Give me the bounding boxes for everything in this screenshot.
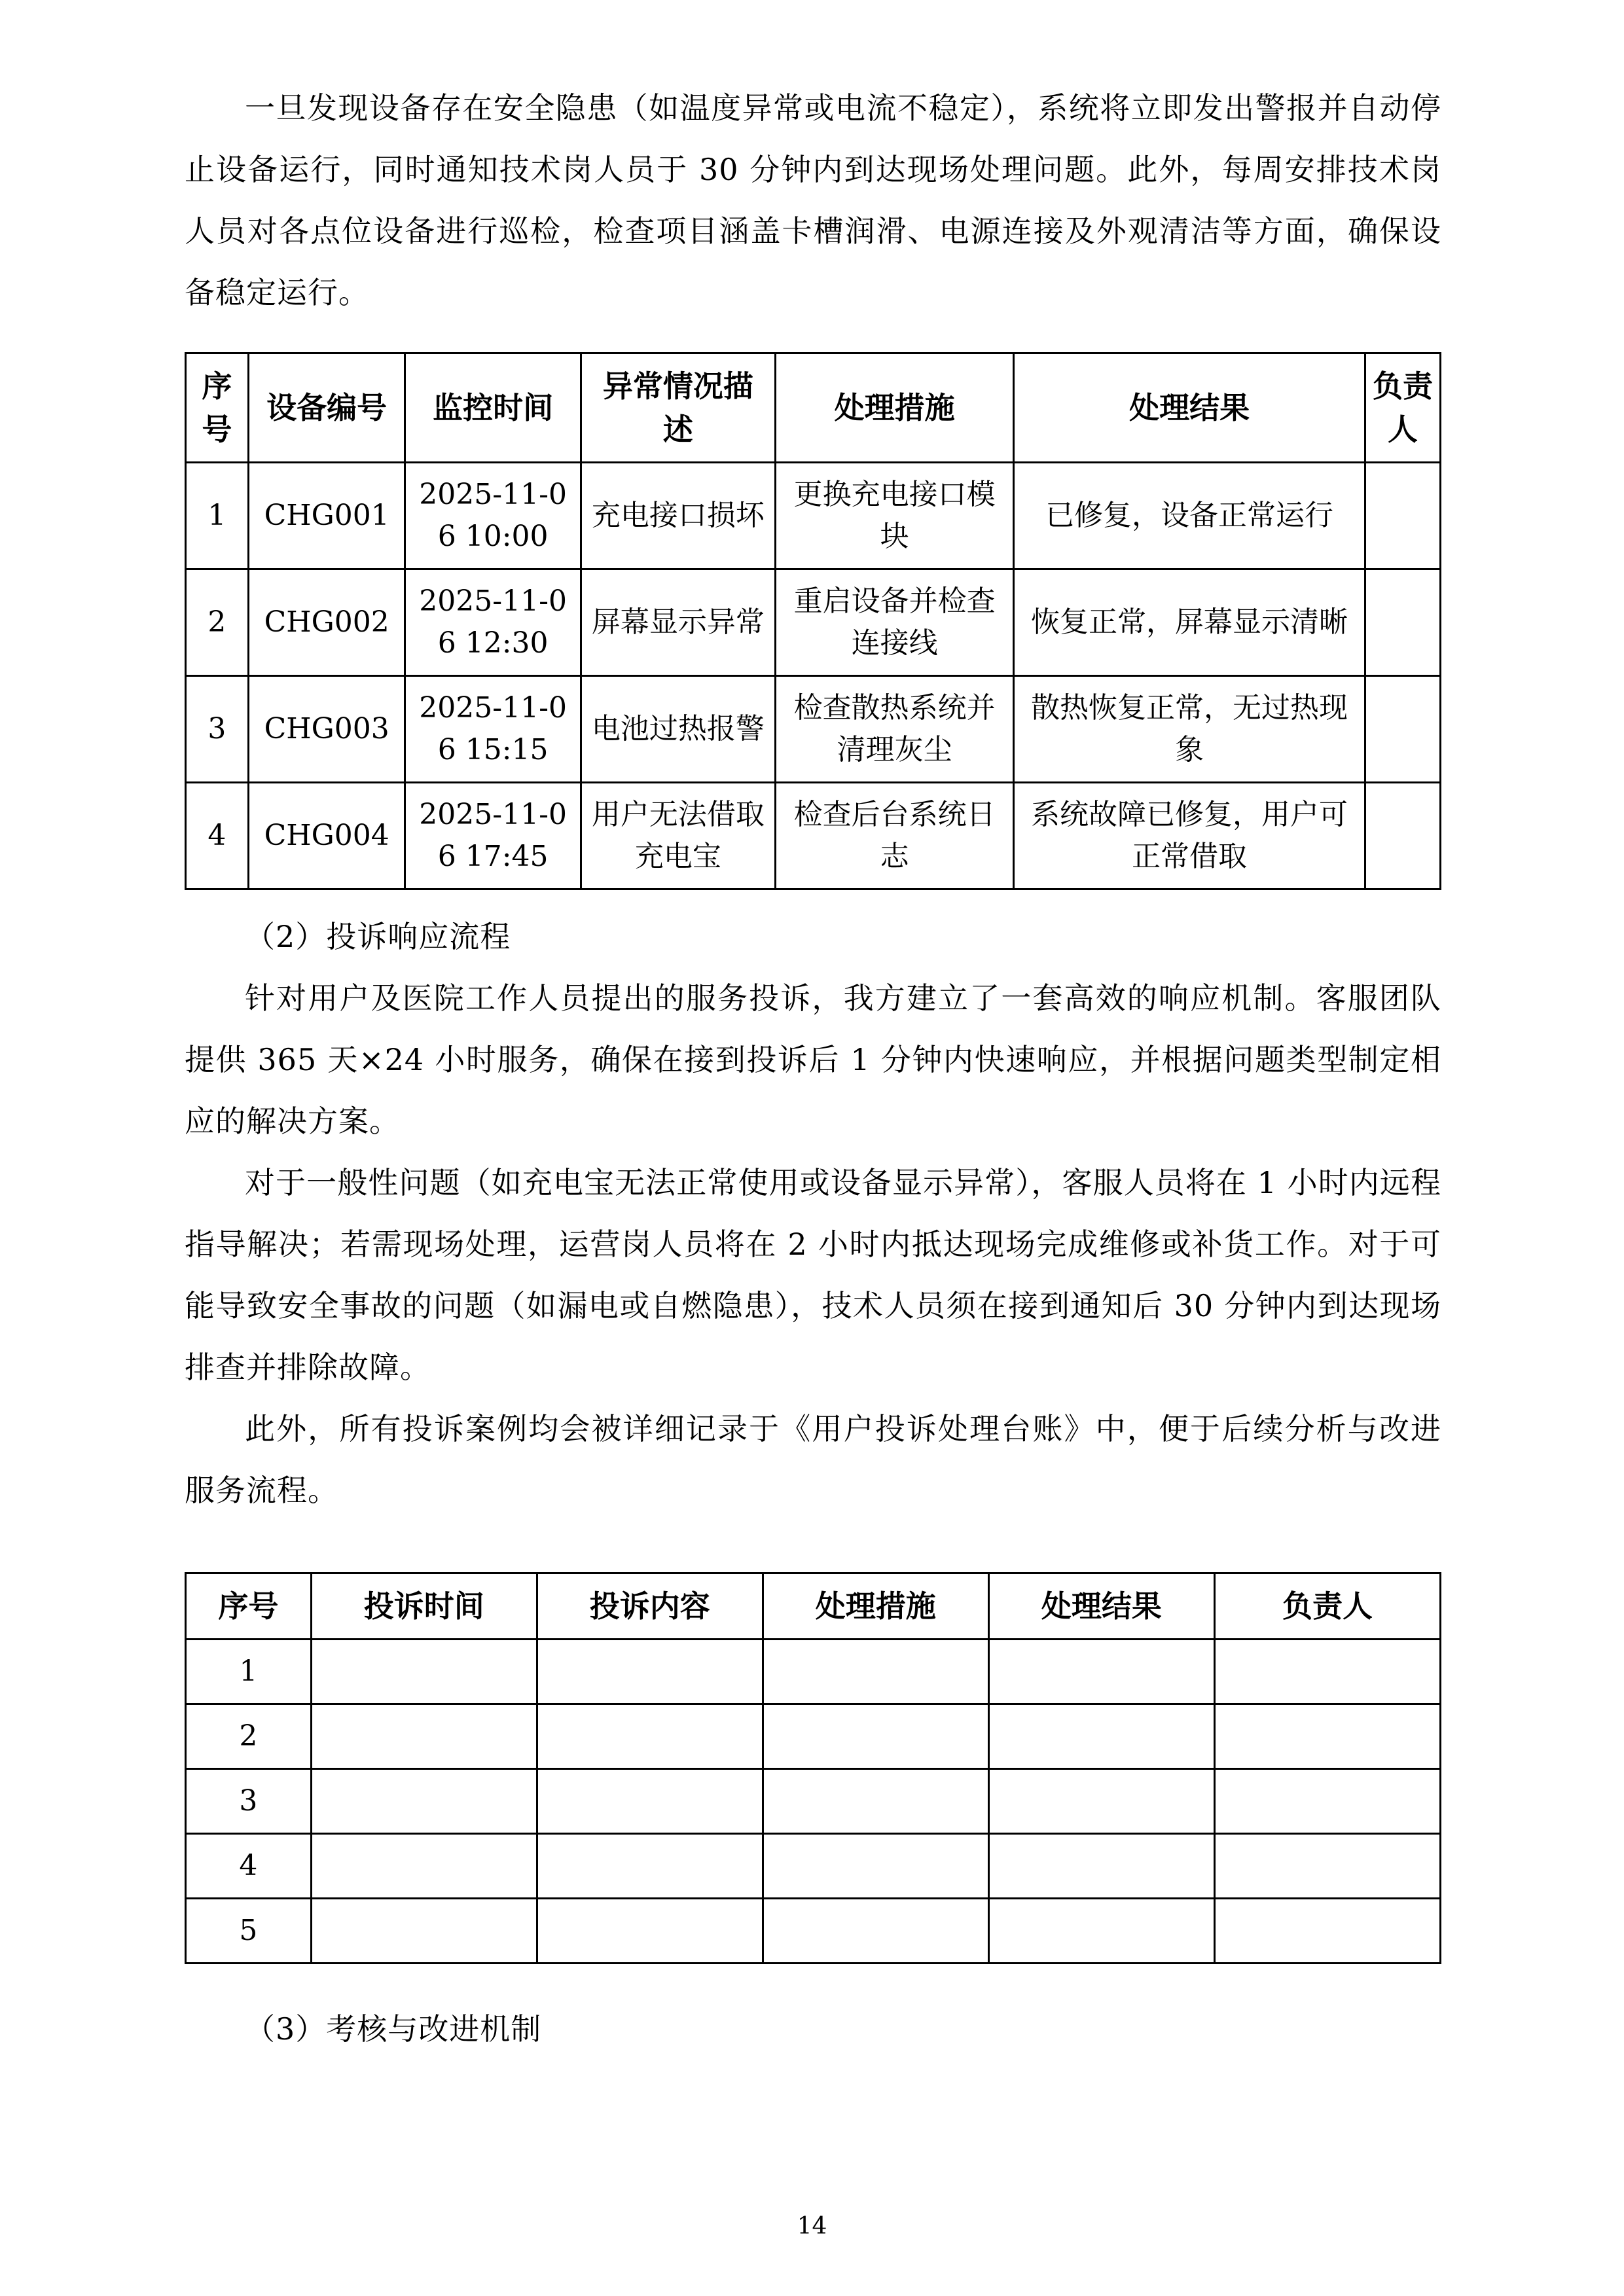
table1-cell-result: 散热恢复正常，无过热现象 bbox=[1014, 676, 1365, 783]
table1-cell-seq: 2 bbox=[186, 569, 249, 676]
table2-cell-measures bbox=[763, 1704, 988, 1769]
table2-cell-complaint-content bbox=[537, 1899, 763, 1964]
table2-header-row bbox=[186, 1573, 1441, 1640]
table2-cell-result bbox=[988, 1899, 1214, 1964]
table1-cell-owner bbox=[1365, 783, 1440, 889]
table2-header-complaint-content: 投诉内容 bbox=[537, 1573, 763, 1640]
table2-cell-seq: 4 bbox=[186, 1834, 312, 1899]
table1-cell-result: 系统故障已修复，用户可正常借取 bbox=[1014, 783, 1365, 889]
table2-cell-complaint-content bbox=[537, 1769, 763, 1834]
table2-row bbox=[186, 1704, 1441, 1769]
table2-cell-complaint-content bbox=[537, 1834, 763, 1899]
table2-cell-complaint-time bbox=[311, 1899, 537, 1964]
table2-cell-result bbox=[988, 1769, 1214, 1834]
table2-header-result: 处理结果 bbox=[988, 1573, 1214, 1640]
table2-cell-measures bbox=[763, 1640, 988, 1704]
table2-cell-complaint-time bbox=[311, 1704, 537, 1769]
table1-cell-exception-desc: 电池过热报警 bbox=[581, 676, 775, 783]
section-heading-assessment-improvement: （3）考核与改进机制 bbox=[245, 2011, 542, 2047]
table2-cell-result bbox=[988, 1704, 1214, 1769]
table1-row bbox=[186, 569, 1441, 676]
table2-row bbox=[186, 1834, 1441, 1899]
table2-cell-seq: 3 bbox=[186, 1769, 312, 1834]
table2-cell-measures bbox=[763, 1834, 988, 1899]
table1-cell-device-id: CHG002 bbox=[248, 569, 405, 676]
table1-cell-exception-desc: 屏幕显示异常 bbox=[581, 569, 775, 676]
table2-cell-seq: 1 bbox=[186, 1640, 312, 1704]
table1-header-device-id: 设备编号 bbox=[248, 353, 405, 463]
table1-cell-device-id: CHG001 bbox=[248, 463, 405, 569]
table2-row bbox=[186, 1640, 1441, 1704]
table2-row bbox=[186, 1899, 1441, 1964]
table2-cell-complaint-time bbox=[311, 1769, 537, 1834]
table1-cell-exception-desc: 充电接口损坏 bbox=[581, 463, 775, 569]
table1-header-result: 处理结果 bbox=[1014, 353, 1365, 463]
table1-cell-owner bbox=[1365, 463, 1440, 569]
paragraph-complaint-mechanism: 针对用户及医院工作人员提出的服务投诉，我方建立了一套高效的响应机制。客服团队提供 365 天×24 小时服务，确保在接到投诉后 1 分钟内快速响应，并根据问题类型制定相应的解决方案。 bbox=[185, 980, 1441, 1139]
table2-header-complaint-time: 投诉时间 bbox=[311, 1573, 537, 1640]
table2-row bbox=[186, 1769, 1441, 1834]
table1-header-measures: 处理措施 bbox=[775, 353, 1013, 463]
table1-cell-monitor-time: 2025-11-06 17:45 bbox=[405, 783, 581, 889]
table2-cell-owner bbox=[1214, 1640, 1440, 1704]
table2-cell-complaint-content bbox=[537, 1704, 763, 1769]
table1-row bbox=[186, 783, 1441, 889]
table1-cell-result: 已修复，设备正常运行 bbox=[1014, 463, 1365, 569]
table1-cell-seq: 4 bbox=[186, 783, 249, 889]
table1-cell-monitor-time: 2025-11-06 15:15 bbox=[405, 676, 581, 783]
table1-cell-measures: 更换充电接口模块 bbox=[775, 463, 1013, 569]
table1-cell-seq: 3 bbox=[186, 676, 249, 783]
table2-cell-owner bbox=[1214, 1704, 1440, 1769]
table2-cell-owner bbox=[1214, 1834, 1440, 1899]
paragraph-equipment-monitoring: 一旦发现设备存在安全隐患（如温度异常或电流不稳定），系统将立即发出警报并自动停止设备运行，同时通知技术岗人员于 30 分钟内到达现场处理问题。此外，每周安排技术岗人员对各点位设备进行巡检，检查项目涵盖卡槽润滑、电源连接及外观清洁等方面，确保设备稳定运行。 bbox=[185, 90, 1441, 310]
table1-cell-seq: 1 bbox=[186, 463, 249, 569]
table2-cell-owner bbox=[1214, 1769, 1440, 1834]
table2-header-owner: 负责人 bbox=[1214, 1573, 1440, 1640]
table1-header-row bbox=[186, 353, 1441, 463]
table2-cell-complaint-content bbox=[537, 1640, 763, 1704]
table2-cell-result bbox=[988, 1640, 1214, 1704]
table2-cell-complaint-time bbox=[311, 1640, 537, 1704]
paragraph-problem-handling: 对于一般性问题（如充电宝无法正常使用或设备显示异常），客服人员将在 1 小时内远程指导解决；若需现场处理，运营岗人员将在 2 小时内抵达现场完成维修或补货工作。对于可能导致安全事故的问题（如漏电或自燃隐患），技术人员须在接到通知后 30 分钟内到达现场排查并排除故障。 bbox=[185, 1165, 1441, 1385]
table1-cell-measures: 重启设备并检查连接线 bbox=[775, 569, 1013, 676]
table1-cell-owner bbox=[1365, 569, 1440, 676]
table2-cell-seq: 2 bbox=[186, 1704, 312, 1769]
table1-row bbox=[186, 676, 1441, 783]
table1-cell-device-id: CHG003 bbox=[248, 676, 405, 783]
table1-cell-monitor-time: 2025-11-06 12:30 bbox=[405, 569, 581, 676]
table1-cell-measures: 检查后台系统日志 bbox=[775, 783, 1013, 889]
table1-cell-device-id: CHG004 bbox=[248, 783, 405, 889]
table1-row bbox=[186, 463, 1441, 569]
table1-header-seq: 序号 bbox=[186, 353, 249, 463]
table1-header-monitor-time: 监控时间 bbox=[405, 353, 581, 463]
equipment-exception-table bbox=[185, 352, 1441, 890]
table1-cell-monitor-time: 2025-11-06 10:00 bbox=[405, 463, 581, 569]
table1-header-owner: 负责人 bbox=[1365, 353, 1440, 463]
table2-header-measures: 处理措施 bbox=[763, 1573, 988, 1640]
table2-cell-measures bbox=[763, 1769, 988, 1834]
table1-cell-owner bbox=[1365, 676, 1440, 783]
page-number: 14 bbox=[797, 2213, 827, 2240]
table1-cell-measures: 检查散热系统并清理灰尘 bbox=[775, 676, 1013, 783]
table2-header-seq: 序号 bbox=[186, 1573, 312, 1640]
table1-header-exception-desc: 异常情况描述 bbox=[581, 353, 775, 463]
document-content bbox=[185, 77, 1441, 2060]
table2-cell-owner bbox=[1214, 1899, 1440, 1964]
section-heading-complaint-response: （2）投诉响应流程 bbox=[245, 919, 511, 954]
paragraph-complaint-ledger: 此外，所有投诉案例均会被详细记录于《用户投诉处理台账》中，便于后续分析与改进服务流程。 bbox=[185, 1411, 1441, 1508]
table1-cell-result: 恢复正常，屏幕显示清晰 bbox=[1014, 569, 1365, 676]
table2-cell-complaint-time bbox=[311, 1834, 537, 1899]
table2-cell-seq: 5 bbox=[186, 1899, 312, 1964]
table1-cell-exception-desc: 用户无法借取充电宝 bbox=[581, 783, 775, 889]
table2-cell-result bbox=[988, 1834, 1214, 1899]
table2-cell-measures bbox=[763, 1899, 988, 1964]
complaint-record-table bbox=[185, 1572, 1441, 1964]
